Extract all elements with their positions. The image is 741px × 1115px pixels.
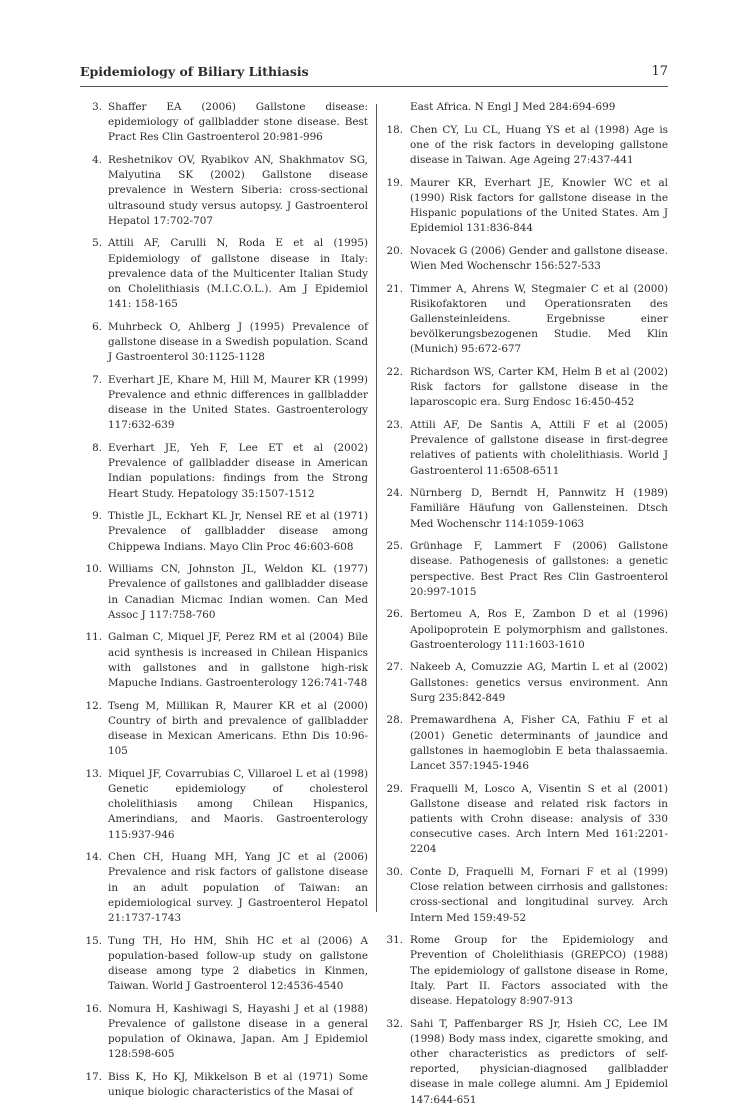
reference-text: Premawardhena A, Fisher CA, Fathiu F et al (2001) Genetic determinants of jaundice and gallstones in haemoglobin E beta thalassaemia. Lancet 357:1945-1946 [410, 714, 668, 773]
reference-item [385, 176, 668, 237]
reference-text: Everhart JE, Yeh F, Lee ET et al (2002) Prevalence of gallbladder disease in American Indian populations: findings from the Strong Heart Study. Hepatology 35:1507-1512 [108, 442, 368, 500]
reference-number: 28. [386, 714, 403, 727]
reference-item [385, 1017, 668, 1108]
reference-text: Sahi T, Paffenbarger RS Jr, Hsieh CC, Lee IM (1998) Body mass index, cigarette smoking, and other characteristics as predictors of self-reported, physician-diagnosed gallbladder disease in male college alumni. Am J Epidemiol 147:644-651 [410, 1017, 668, 1106]
reference-text: Nakeeb A, Comuzzie AG, Martin L et al (2002) Gallstones: genetics versus environment. Ann Surg 235:842-849 [410, 661, 668, 704]
page-header [80, 64, 668, 84]
reference-number: 21. [386, 282, 403, 295]
reference-number: 29. [386, 782, 403, 795]
reference-text: Conte D, Fraquelli M, Fornari F et al (1999) Close relation between cirrhosis and gallstones: cross-sectional and longitudinal survey. Arch Intern Med 159:49-52 [410, 866, 668, 924]
reference-list-right [385, 123, 668, 1108]
reference-item [385, 865, 668, 926]
reference-number: 32. [386, 1017, 403, 1030]
reference-item [385, 244, 668, 274]
reference-number: 16. [85, 1002, 102, 1015]
reference-item [80, 373, 368, 434]
reference-text: Timmer A, Ahrens W, Stegmaier C et al (2000) Risikofaktoren und Operationsraten des Gallensteinleidens. Ergebnisse einer bevölkerungsbezogenen Studie. Med Klin (Munich) 95:672-677 [410, 282, 668, 356]
reference-text: Novacek G (2006) Gender and gallstone disease. Wien Med Wochenschr 156:527-533 [410, 244, 668, 272]
reference-text: Grünhage F, Lammert F (2006) Gallstone disease. Pathogenesis of gallstones: a genetic perspective. Best Pract Res Clin Gastroenterol 20:997-1015 [410, 540, 668, 598]
reference-text: Chen CH, Huang MH, Yang JC et al (2006) Prevalence and risk factors of gallstone disease in an adult population of Taiwan: an epidemiological survey. J Gastroenterol Hepatol 21:1737-1743 [108, 851, 368, 925]
reference-item [80, 934, 368, 995]
reference-number: 3. [92, 101, 102, 113]
reference-text: Chen CY, Lu CL, Huang YS et al (1998) Age is one of the risk factors in developing gallstone disease in Taiwan. Age Ageing 27:437-441 [410, 123, 668, 166]
reference-number: 6. [92, 320, 102, 333]
reference-list-left [80, 100, 368, 1100]
reference-item [80, 850, 368, 926]
reference-number: 4. [92, 154, 102, 166]
reference-item [80, 699, 368, 760]
header-rule [80, 86, 668, 87]
reference-item [80, 236, 368, 312]
reference-item [80, 153, 368, 229]
reference-text: Fraquelli M, Losco A, Visentin S et al (2001) Gallstone disease and related risk factors in patients with Crohn disease: analysis of 330 consecutive cases. Arch Intern Med 161:2201-2204 [410, 782, 668, 856]
reference-number: 18. [386, 123, 403, 136]
reference-item [80, 630, 368, 691]
running-title: Epidemiology of Biliary Lithiasis [80, 64, 309, 79]
reference-text: Reshetnikov OV, Ryabikov AN, Shakhmatov SG, Malyutina SK (2002) Gallstone disease prevalence in Western Siberia: cross-sectional ultrasound study versus autopsy. J Gastroenterol Hepatol 17:702-707 [108, 154, 368, 227]
reference-item [80, 100, 368, 146]
reference-number: 5. [92, 237, 102, 250]
reference-item [80, 509, 368, 555]
reference-text: Thistle JL, Eckhart KL Jr, Nensel RE et al (1971) Prevalence of gallbladder disease among Chippewa Indians. Mayo Clin Proc 46:603-608 [108, 510, 368, 553]
reference-number: 17. [85, 1071, 102, 1084]
reference-number: 26. [386, 608, 403, 621]
reference-number: 24. [386, 487, 403, 500]
reference-text: Shaffer EA (2006) Gallstone disease: epidemiology of gallbladder stone disease. Best Pract Res Clin Gastroenterol 20:981-996 [108, 101, 368, 144]
reference-text: Galman C, Miquel JF, Perez RM et al (2004) Bile acid synthesis is increased in Chilean Hispanics with gallstones and in gallstone high-risk Mapuche Indians. Gastroenterology 126:741-748 [108, 631, 368, 690]
reference-number: 10. [85, 563, 102, 576]
reference-text: Everhart JE, Khare M, Hill M, Maurer KR (1999) Prevalence and ethnic differences in gallbladder disease in the United States. Gastroenterology 117:632-639 [108, 373, 368, 432]
reference-number: 13. [85, 767, 102, 780]
reference-item [80, 562, 368, 623]
reference-number: 31. [386, 934, 403, 947]
reference-text: Attili AF, Carulli N, Roda E et al (1995) Epidemiology of gallstone disease in Italy: prevalence data of the Multicenter Italian Study on Cholelithiasis (M.I.C.O.L.). Am J Epidemiol 141: 158-165 [108, 237, 368, 311]
reference-number: 8. [92, 442, 102, 455]
reference-item [385, 486, 668, 532]
reference-item [80, 320, 368, 366]
reference-number: 12. [85, 699, 102, 712]
reference-text: Maurer KR, Everhart JE, Knowler WC et al (1990) Risk factors for gallstone disease in the Hispanic populations of the United States. Am J Epidemiol 131:836-844 [410, 176, 668, 235]
reference-number: 23. [386, 419, 403, 431]
reference-text: Miquel JF, Covarrubias C, Villaroel L et al (1998) Genetic epidemiology of cholesterol cholelithiasis among Chilean Hispanics, Amerindians, and Maoris. Gastroenterology 115:937-946 [108, 767, 368, 841]
reference-text: Muhrbeck O, Ahlberg J (1995) Prevalence of gallstone disease in a Swedish population. Scand J Gastroenterol 30:1125-1128 [108, 320, 368, 364]
reference-number: 30. [386, 866, 403, 879]
page-number: 17 [651, 64, 668, 79]
reference-number: 7. [92, 373, 102, 386]
reference-number: 15. [85, 934, 102, 947]
reference-item [385, 713, 668, 774]
reference-item [80, 1002, 368, 1063]
reference-item [385, 782, 668, 858]
reference-text: Attili AF, De Santis A, Attili F et al (2005) Prevalence of gallstone disease in first-degree relatives of patients with cholelithiasis. World J Gastroenterol 11:6508-6511 [410, 419, 668, 477]
reference-text: Nomura H, Kashiwagi S, Hayashi J et al (1988) Prevalence of gallstone disease in a general population of Okinawa, Japan. Am J Epidemiol 128:598-605 [108, 1002, 368, 1061]
reference-item [385, 660, 668, 706]
reference-item [385, 933, 668, 1009]
reference-text: Rome Group for the Epidemiology and Prevention of Cholelithiasis (GREPCO) (1988) The epidemiology of gallstone disease in Rome, Italy. Part II. Factors associated with the disease. Hepatology 8:907-913 [410, 934, 668, 1008]
reference-number: 22. [386, 366, 403, 378]
reference-number: 9. [92, 510, 102, 523]
reference-item [385, 123, 668, 169]
reference-text: Tseng M, Millikan R, Maurer KR et al (2000) Country of birth and prevalence of gallbladder disease in Mexican Americans. Ethn Dis 10:96-105 [108, 699, 368, 758]
column-divider [376, 104, 377, 912]
reference-number: 11. [85, 631, 102, 644]
reference-text: Biss K, Ho KJ, Mikkelson B et al (1971) Some unique biologic characteristics of the Masai of [108, 1071, 368, 1099]
reference-item [385, 418, 668, 479]
reference-number: 20. [386, 244, 403, 257]
reference-item [385, 607, 668, 653]
reference-text: Richardson WS, Carter KM, Helm B et al (2002) Risk factors for gallstone disease in the laparoscopic era. Surg Endosc 16:450-452 [410, 366, 668, 409]
reference-item [385, 539, 668, 600]
reference-item [80, 441, 368, 502]
reference-number: 19. [386, 176, 403, 189]
reference-text: Tung TH, Ho HM, Shih HC et al (2006) A population-based follow-up study on gallstone disease among type 2 diabetics in Kinmen, Taiwan. World J Gastroenterol 12:4536-4540 [108, 934, 368, 993]
reference-number: 25. [386, 540, 403, 553]
reference-item [385, 365, 668, 411]
reference-column-right [385, 100, 668, 1115]
reference-text: Williams CN, Johnston JL, Weldon KL (1977) Prevalence of gallstones and gallbladder disease in Canadian Micmac Indian women. Can Med Assoc J 117:758-760 [108, 563, 368, 621]
reference-number: 27. [386, 661, 403, 674]
reference-text: Nürnberg D, Berndt H, Pannwitz H (1989) Familiäre Häufung von Gallensteinen. Dtsch Med Wochenschr 114:1059-1063 [410, 487, 668, 530]
reference-item [385, 282, 668, 358]
reference-column-left [80, 100, 368, 1108]
reference-item [80, 1070, 368, 1100]
reference-text: Bertomeu A, Ros E, Zambon D et al (1996) Apolipoprotein E polymorphism and gallstones. Gastroenterology 111:1603-1610 [410, 608, 668, 651]
reference-item [80, 767, 368, 843]
reference-number: 14. [85, 851, 102, 864]
reference-continuation: East Africa. N Engl J Med 284:694-699 [410, 101, 616, 113]
